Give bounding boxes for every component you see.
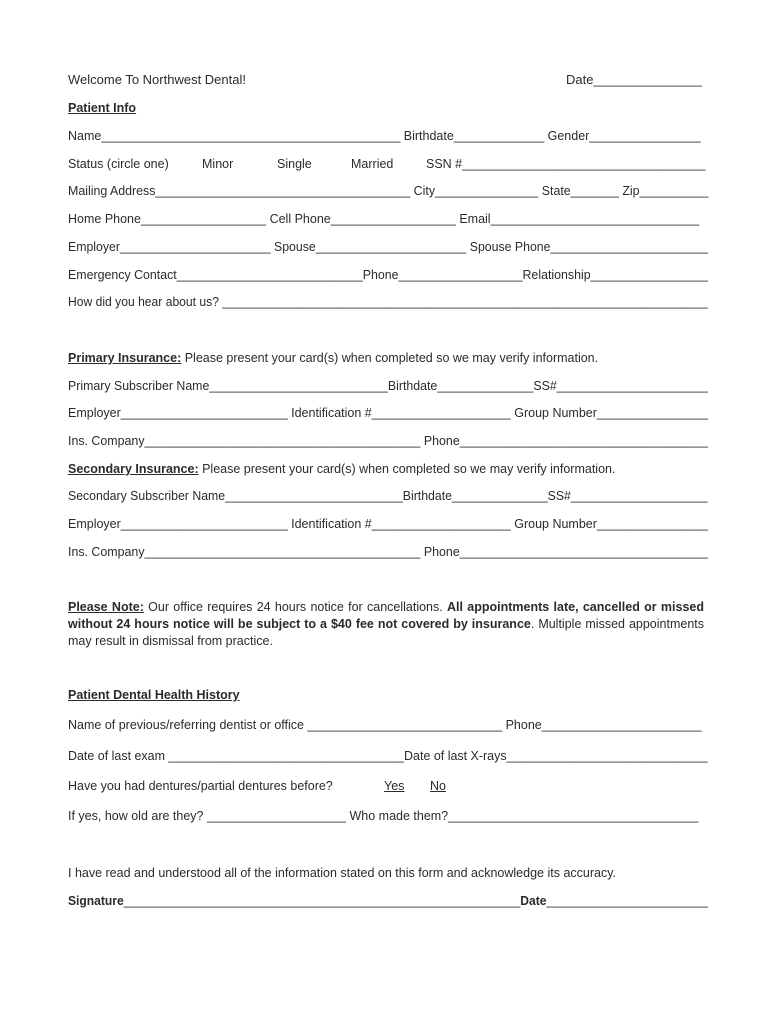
status-single-option[interactable]: Single [277,157,312,171]
primary-insurance-heading: Primary Insurance: [68,351,182,365]
please-note-bold-text: All appointments late, cancelled or missed without 24 hours notice will be subject to a $40 fee not covered by insurance [68,600,704,631]
mailing-address-line[interactable]: Mailing Address_____________________________________ City_______________ State_______ Zip__________ [68,184,709,198]
ssn-field[interactable]: SSN #___________________________________ [426,157,706,171]
dentures-yes-option[interactable]: Yes [384,779,405,793]
signature-date-field[interactable]: ________________________ [546,894,708,908]
primary-employer-line[interactable]: Employer________________________ Identification #____________________ Group Number________________ [68,406,709,420]
signature-field[interactable]: ___________________________________________________________ [123,894,521,908]
dentures-age-line[interactable]: If yes, how old are they? ____________________ Who made them?____________________________________ [68,809,699,823]
secondary-subscriber-line[interactable]: Secondary Subscriber Name__________________________Birthdate______________SS#____________________ [68,489,708,503]
please-note-label: Please Note: [68,600,144,614]
primary-subscriber-line[interactable]: Primary Subscriber Name__________________________Birthdate______________SS#______________________ [68,379,708,393]
patient-info-heading: Patient Info [68,101,137,115]
signature-date-label: Date [520,894,547,908]
emergency-contact-line[interactable]: Emergency Contact___________________________Phone__________________Relationship_________________ [68,268,708,282]
last-exam-line[interactable]: Date of last exam __________________________________Date of last X-rays_____________________________ [68,749,708,763]
primary-insurance-note: Please present your card(s) when completed so we may verify information. [181,351,599,365]
name-birthdate-gender-line[interactable]: Name___________________________________________ Birthdate_____________ Gender________________ [68,129,701,143]
signature-row [68,893,708,909]
please-note-paragraph [68,599,704,650]
referral-source-line[interactable]: How did you hear about us? ________________________________________________________________________ [68,295,708,309]
secondary-ins-company-line[interactable]: Ins. Company________________________________________ Phone____________________________________ [68,545,709,559]
secondary-insurance-heading: Secondary Insurance: [68,462,199,476]
previous-dentist-line[interactable]: Name of previous/referring dentist or office ____________________________ Phone_______________________ [68,718,702,732]
status-minor-option[interactable]: Minor [202,157,234,171]
status-label: Status (circle one) [68,157,169,171]
acknowledgement-text: I have read and understood all of the information stated on this form and acknowledge its accuracy. [68,866,617,880]
dentures-question-line [68,778,708,794]
phone-email-line[interactable]: Home Phone__________________ Cell Phone__________________ Email______________________________ [68,212,700,226]
please-note-text: Our office requires 24 hours notice for cancellations. [143,600,448,614]
status-married-option[interactable]: Married [351,157,394,171]
dental-history-heading: Patient Dental Health History [68,688,240,702]
date-field[interactable]: Date_______________ [566,72,702,87]
status-line [68,156,708,172]
secondary-employer-line[interactable]: Employer________________________ Identification #____________________ Group Number________________ [68,517,709,531]
primary-ins-company-line[interactable]: Ins. Company________________________________________ Phone____________________________________ [68,434,709,448]
signature-label: Signature [68,894,124,908]
please-note-text-end: . Multiple missed appointments may result in dismissal from practice. [68,617,705,648]
secondary-insurance-row [68,461,615,477]
secondary-insurance-note: Please present your card(s) when completed so we may verify information. [198,462,616,476]
primary-insurance-row [68,350,598,366]
dentures-no-option[interactable]: No [430,779,446,793]
dentures-question: Have you had dentures/partial dentures before? [68,779,333,793]
welcome-title: Welcome To Northwest Dental! [68,72,246,87]
employer-spouse-line[interactable]: Employer______________________ Spouse______________________ Spouse Phone_______________________ [68,240,708,254]
